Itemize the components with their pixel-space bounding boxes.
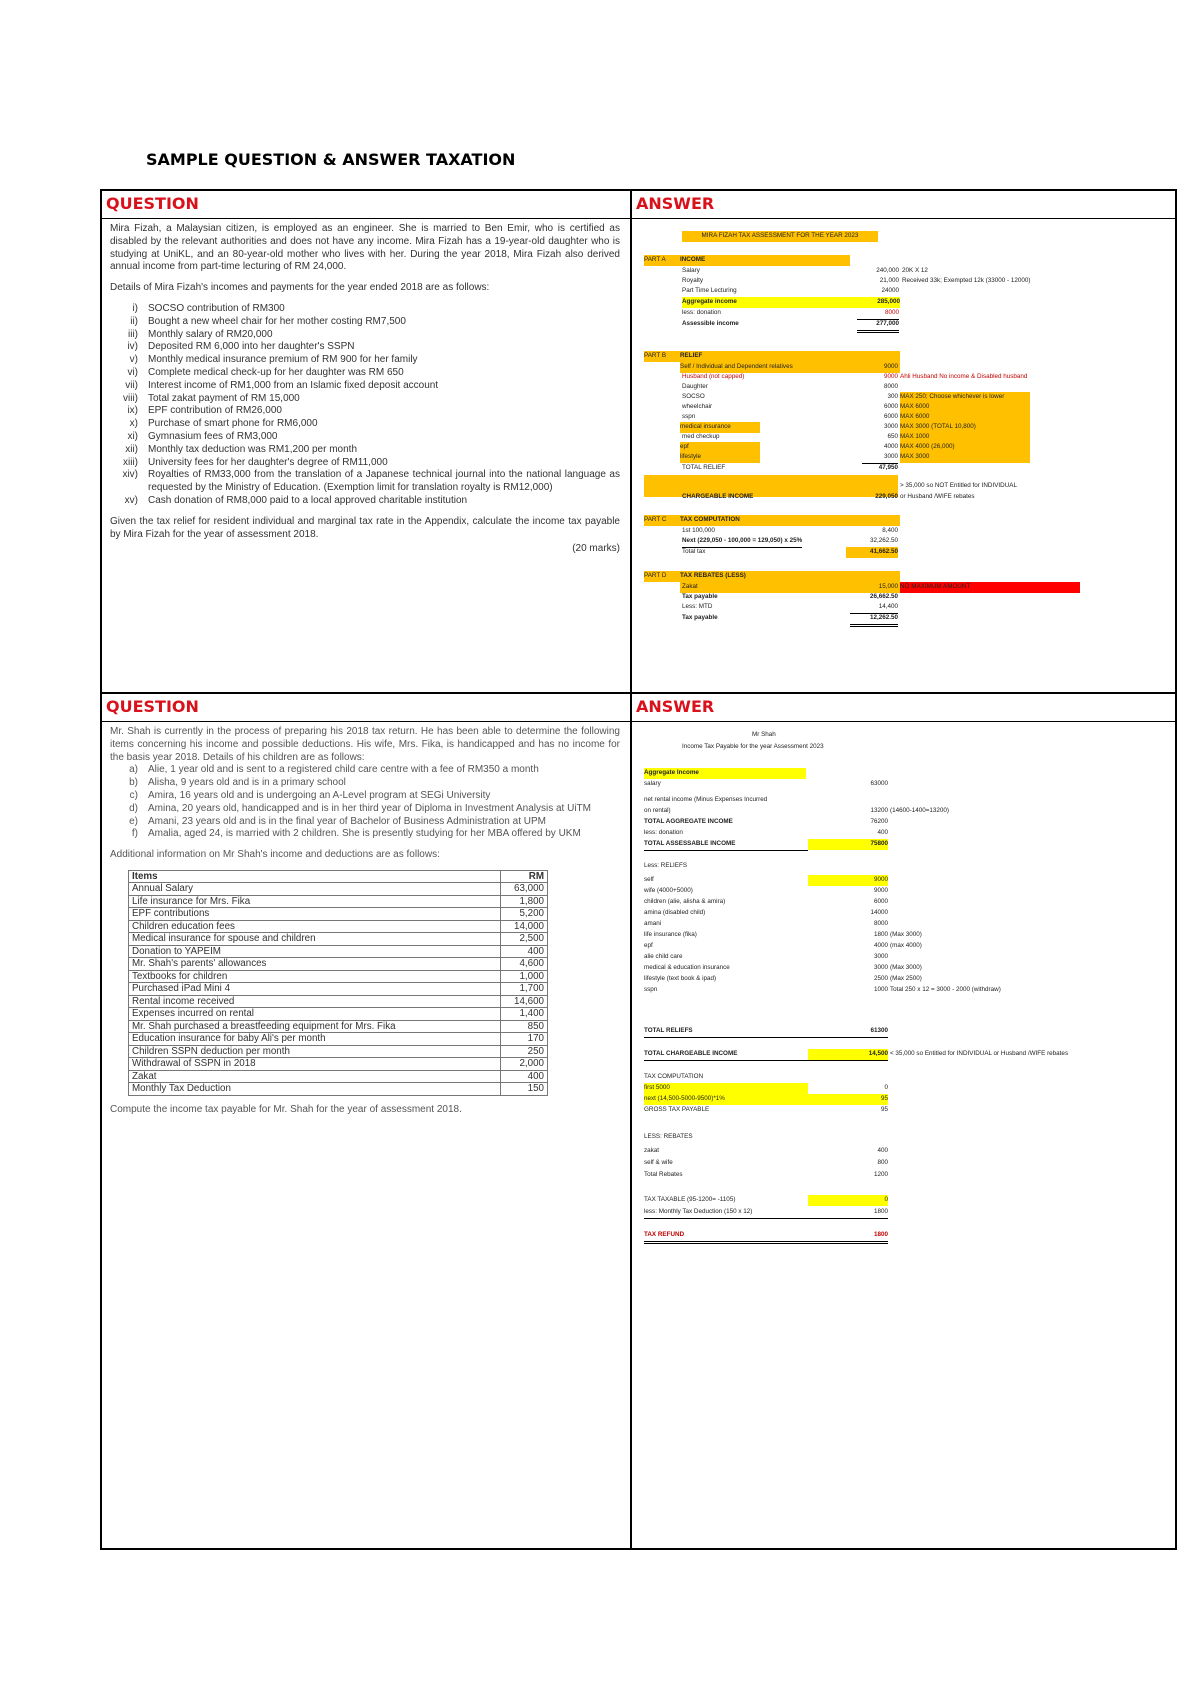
table-row: Education insurance for baby Ali's per month 170 (129, 1033, 548, 1046)
a1-note-not-entitled: > 35,000 so NOT Entitled for INDIVIDUAL (900, 482, 1017, 489)
a1-donation-value: 8000 (857, 308, 899, 320)
a1-income-label: INCOME (680, 255, 850, 266)
a1-next-band-value: 32,262.50 (850, 536, 898, 548)
a2-total-aggregate: TOTAL AGGREGATE INCOME (644, 818, 733, 825)
list-item: f) Amalia, aged 24, is married with 2 children. She is presently studying for her MBA offered by UKM (131, 828, 581, 840)
a1-relief-label: RELIEF (680, 351, 900, 362)
column-header-rm: RM (501, 870, 548, 883)
a2-life-insurance-note: (Max 3000) (890, 931, 922, 938)
question-cell-2 (102, 694, 630, 1550)
a1-relief-husband: Husband (not capped) (682, 373, 745, 380)
a2-self-wife-value: 800 (877, 1159, 888, 1166)
a2-epf: epf (644, 942, 653, 949)
a2-total-assessable-value: 75800 (808, 839, 888, 850)
a2-donation-value: 400 (850, 828, 888, 840)
a1-tax-payable: Tax payable (682, 593, 718, 600)
a2-epf-note: (max 4000) (890, 942, 922, 949)
table-row: Donation to YAPEIM 400 (129, 945, 548, 958)
a1-relief-sspn: sspn (682, 413, 696, 420)
a1-total-relief-value: 47,950 (878, 464, 898, 471)
table-row: Expenses incurred on rental 1,400 (129, 1008, 548, 1021)
a2-amani: amani (644, 920, 662, 927)
a1-relief-checkup: med checkup (682, 433, 720, 440)
a1-less-mtd: Less: MTD (682, 603, 713, 610)
list-item: ix) EPF contribution of RM26,000 (127, 405, 282, 417)
a1-aggregate-value: 285,000 (860, 297, 900, 308)
a1-relief-lifestyle: lifestyle (680, 452, 760, 463)
answer-cell-2 (632, 694, 1177, 1550)
a1-total-tax-value: 41,662.50 (846, 547, 898, 558)
a1-zakat-note: NO MAXIMUM AMOUNT (900, 582, 1080, 593)
list-item: vi) Complete medical check-up for her daughter was RM 650 (127, 366, 404, 378)
a1-tax-computation: TAX COMPUTATION (680, 515, 900, 526)
list-item: e) Amani, 23 years old and is in the final year of Bachelor of Business Administration at UPM (129, 815, 546, 827)
a1-relief-husband-value: 9000 (883, 373, 898, 380)
a2-zakat-value: 400 (877, 1147, 888, 1154)
a1-final-tax-payable-value: 12,262.50 (850, 613, 898, 627)
a2-child-care: alie child care (644, 953, 683, 960)
a2-children: children (alie, alisha & amira) (644, 898, 726, 905)
a2-first-band: first 5000 (644, 1083, 808, 1094)
table-row: Textbooks for children 1,000 (129, 970, 548, 983)
a1-less-mtd-value: 14,400 (850, 602, 898, 614)
q2-items-table (128, 870, 548, 1096)
list-item: xv) Cash donation of RM8,000 paid to a local approved charitable institution (124, 494, 468, 506)
q1-marks: (20 marks) (572, 543, 620, 555)
a1-tax-rebates: TAX REBATES (LESS) (680, 571, 900, 582)
a2-less-reliefs: Less: RELIEFS (644, 862, 688, 869)
a2-total-rebates-value: 1200 (873, 1171, 888, 1178)
a1-relief-wheelchair-value: 6000 (883, 403, 898, 410)
a2-aggregate-heading: Aggregate Income (644, 768, 806, 779)
q1-items (110, 303, 620, 508)
table-row: Life insurance for Mrs. Fika 1,800 (129, 895, 548, 908)
q2-intro: Mr. Shah is currently in the process of preparing his 2018 tax return. He has been able to determine the following items concerning his income and possible deductions. His wife, Mrs. Fika, is handicapped and has no income for the basis year 2018. Details of his children are as follows: (110, 726, 620, 763)
a2-gross-tax: GROSS TAX PAYABLE (644, 1106, 710, 1113)
a1-total-tax: Total tax (682, 548, 706, 555)
list-item: c) Amira, 16 years old and is undergoing an A-Level program at SEGi University (129, 789, 491, 801)
a1-relief-lifestyle-note: MAX 3000 (900, 452, 1030, 463)
a1-relief-socso: SOCSO (682, 393, 705, 400)
a1-royalty-value: 21,000 (879, 277, 899, 284)
a1-relief-medical: medical insurance (680, 422, 760, 433)
table-row: Annual Salary 63,000 (129, 883, 548, 896)
table-row: Withdrawal of SSPN in 2018 2,000 (129, 1058, 548, 1071)
table-row: Rental income received 14,600 (129, 995, 548, 1008)
a1-relief-medical-note: MAX 3000 (TOTAL 10,800) (900, 422, 1030, 433)
a1-relief-sspn-value: 6000 (883, 413, 898, 420)
a2-next-band-value: 95 (880, 1095, 888, 1102)
q2-children (110, 764, 620, 841)
a2-lifestyle-note: (Max 2500) (890, 975, 922, 982)
a1-next-band: Next (229,050 - 100,000 = 129,050) x 25% (682, 536, 802, 548)
a1-relief-epf-note: MAX 4000 (26,000) (900, 442, 1030, 453)
list-item: vii) Interest income of RM1,000 from an Islamic fixed deposit account (125, 379, 439, 391)
a1-part-time-value: 24000 (881, 287, 899, 294)
a1-relief-checkup-note: MAX 1000 (900, 432, 1030, 443)
list-item: ii) Bought a new wheel chair for her mother costing RM7,500 (130, 315, 406, 327)
a1-first-band: 1st 100,000 (682, 527, 715, 534)
a2-tax-taxable: TAX TAXABLE (95-1200= -1105) (644, 1196, 736, 1203)
question-1-text (110, 223, 620, 556)
a1-relief-wheelchair: wheelchair (682, 403, 713, 410)
a2-gross-tax-value: 95 (880, 1106, 888, 1113)
a2-monthly-tax: less: Monthly Tax Deduction (150 x 12) (644, 1207, 888, 1219)
q1-details: Details of Mira Fizah's incomes and payments for the year ended 2018 are as follows: (110, 282, 490, 294)
a2-epf-value: 4000 (873, 942, 888, 949)
a2-total-rebates: Total Rebates (644, 1171, 683, 1178)
a1-first-band-value: 8,400 (882, 527, 898, 534)
table-row: Zakat 400 (129, 1070, 548, 1083)
a2-first-band-value: 0 (884, 1084, 888, 1091)
a2-total-aggregate-value: 76200 (870, 818, 888, 825)
list-item: iii) Monthly salary of RM20,000 (128, 328, 273, 340)
a1-relief-epf: epf (680, 442, 760, 453)
a1-chargeable-income-value: 229,050 (875, 493, 898, 500)
list-item: xiii) University fees for her daughter's degree of RM11,000 (123, 456, 388, 468)
a1-royalty-note: Received 33k; Exempted 12k (33000 - 12000) (902, 277, 1031, 284)
column-header-items: Items (129, 870, 501, 883)
a2-title: Income Tax Payable for the year Assessment 2023 (682, 743, 824, 750)
a1-zakat-value: 15,000 (878, 583, 898, 590)
list-item: xiv) Royalties of RM33,000 from the translation of a Japanese technical journal into the national language as requested by the Ministry of Education. (Exemption limit for translation royalty is RM12,000) (122, 469, 620, 494)
a2-tax-taxable-value: 0 (808, 1195, 888, 1206)
table-row: Mr. Shah purchased a breastfeeding equipment for Mrs. Fika 850 (129, 1020, 548, 1033)
a1-relief-husband-note: Ahli Husband No income & Disabled husband (900, 373, 1028, 380)
a1-aggregate: Aggregate income (682, 297, 860, 308)
a2-next-band: next (14,500-5000-9500)*1% (644, 1094, 888, 1105)
a2-net-rental-value: 13200 (870, 807, 888, 814)
a1-relief-checkup-value: 650 (887, 433, 898, 440)
a1-assessible: Assessible income (682, 320, 739, 327)
a1-note-rebates: or Husband /WIFE rebates (900, 493, 975, 500)
list-item: d) Amina, 20 years old, handicapped and is in her third year of Diploma in Investment Analysis at UiTM (129, 802, 591, 814)
list-item: iv) Deposited RM 6,000 into her daughter's SSPN (127, 341, 355, 353)
a2-sspn-note: Total 250 x 12 = 3000 - 2000 (withdraw) (890, 986, 1001, 993)
a2-medical-education: medical & education insurance (644, 964, 730, 971)
list-item: viii) Total zakat payment of RM 15,000 (123, 392, 300, 404)
table-row: Medical insurance for spouse and children 2,500 (129, 933, 548, 946)
a1-relief-sspn-note: MAX 6000 (900, 412, 1030, 423)
a2-life-insurance: life insurance (fika) (644, 931, 697, 938)
answer-header: ANSWER (632, 694, 1177, 722)
q2-task: Compute the income tax payable for Mr. Shah for the year of assessment 2018. (110, 1103, 462, 1115)
table-row: EPF contributions 5,200 (129, 908, 548, 921)
qa-table (100, 189, 1177, 1550)
a2-total-reliefs-value: 61300 (808, 1026, 888, 1038)
a1-relief-socso-value: 300 (887, 393, 898, 400)
a1-part-b: PART B (644, 351, 680, 362)
a2-amina: amina (disabled child) (644, 909, 706, 916)
list-item: b) Alisha, 9 years old and is in a primary school (129, 777, 346, 789)
a2-salary-value: 63000 (870, 780, 888, 787)
answer-header: ANSWER (632, 191, 1177, 219)
a2-tax-refund: TAX REFUND (644, 1230, 888, 1244)
a2-monthly-tax-value: 1800 (873, 1208, 888, 1215)
a2-total-chargeable: TOTAL CHARGEABLE INCOME (644, 1049, 808, 1061)
a2-life-insurance-value: 1800 (873, 931, 888, 938)
table-row: Purchased iPad Mini 4 1,700 (129, 983, 548, 996)
a1-relief-wheelchair-note: MAX 6000 (900, 402, 1030, 413)
a1-relief-lifestyle-value: 3000 (862, 452, 898, 464)
a2-name: Mr Shah (752, 731, 776, 738)
q2-additional: Additional information on Mr Shah's income and deductions are as follows: (110, 849, 440, 861)
a1-royalty: Royalty (682, 277, 703, 284)
a1-tax-payable-value: 26,662.50 (869, 593, 898, 600)
q1-intro: Mira Fizah, a Malaysian citizen, is employed as an engineer. She is married to Ben Emir, who is certified as disabled by the relevant authorities and does not have any income. Mira Fizah has a 19-year-old daughter who is studying at UniKL, and an 80-year-old mother who lives with her. During the year 2018, Mira Fizah also derived annual income from part-time lecturing of RM 24,000. (110, 223, 620, 273)
answer-2-sheet (632, 694, 1177, 1550)
a2-wife-value: 9000 (873, 887, 888, 894)
question-header: QUESTION (102, 694, 630, 722)
a1-part-d: PART D (644, 571, 680, 582)
a1-chargeable-income: CHARGEABLE INCOME (682, 493, 754, 500)
question-cell-1 (102, 191, 630, 692)
a2-net-rental-cont: on rental) (644, 807, 671, 814)
a1-title: MIRA FIZAH TAX ASSESSMENT FOR THE YEAR 2023 (682, 231, 878, 242)
a1-salary-note: 20K X 12 (902, 267, 928, 274)
a2-medical-education-value: 3000 (873, 964, 888, 971)
question-header: QUESTION (102, 191, 630, 219)
a2-lifestyle: lifestyle (text book & ipad) (644, 975, 717, 982)
a1-zakat: Zakat (682, 583, 698, 590)
a2-children-value: 6000 (873, 898, 888, 905)
question-2-text (110, 726, 620, 1125)
a1-relief-medical-value: 3000 (883, 423, 898, 430)
a1-relief-self: Self / Individual and Dependent relatives (680, 362, 900, 373)
answer-1-sheet (632, 191, 1177, 692)
a2-tax-computation: TAX COMPUTATION (644, 1073, 704, 1080)
a2-sspn-value: 1000 (873, 986, 888, 993)
a1-part-a: PART A (644, 255, 680, 266)
a2-self: self (644, 876, 654, 883)
a2-zakat: zakat (644, 1147, 660, 1154)
a1-donation: less: donation (682, 309, 721, 316)
a2-lifestyle-value: 2500 (873, 975, 888, 982)
page-title: SAMPLE QUESTION & ANSWER TAXATION (146, 150, 516, 169)
a2-self-value: 9000 (808, 875, 888, 886)
table-header-row (129, 870, 548, 883)
a2-total-reliefs: TOTAL RELIEFS (644, 1026, 808, 1038)
a2-sspn: sspn (644, 986, 658, 993)
a2-amani-value: 8000 (873, 920, 888, 927)
a1-relief-daughter: Daughter (682, 383, 708, 390)
list-item: i) SOCSO contribution of RM300 (132, 302, 285, 314)
a2-net-rental: net rental income (Minus Expenses Incurred (644, 796, 768, 803)
list-item: x) Purchase of smart phone for RM6,000 (129, 418, 318, 430)
a2-tax-refund-value: 1800 (873, 1231, 888, 1238)
a2-medical-education-note: (Max 3000) (890, 964, 922, 971)
a1-salary-value: 240,000 (876, 267, 899, 274)
a1-relief-socso-note: MAX 250; Choose whichever is lower (900, 392, 1030, 403)
a2-chargeable-note: < 35,000 so Entitled for INDIVIDUAL or Husband /WIFE rebates (890, 1050, 1069, 1057)
a1-assessible-value: 277,000 (857, 319, 899, 333)
a2-child-care-value: 3000 (873, 953, 888, 960)
list-item: v) Monthly medical insurance premium of RM 900 for her family (129, 354, 418, 366)
q1-task: Given the tax relief for resident individual and marginal tax rate in the Appendix, calculate the income tax payable by Mira Fizah for the year of assessment 2018. (110, 515, 620, 540)
list-item: a) Alie, 1 year old and is sent to a registered child care centre with a fee of RM350 a month (129, 764, 539, 776)
a1-part-time: Part Time Lecturing (682, 286, 822, 298)
a2-total-chargeable-value: 14,500 (808, 1049, 888, 1061)
a2-donation: less: donation (644, 829, 683, 836)
a2-amina-value: 14000 (870, 909, 888, 916)
a1-part-c: PART C (644, 515, 680, 526)
a1-total-relief: TOTAL RELIEF (682, 464, 726, 471)
a1-final-tax-payable: Tax payable (682, 614, 718, 621)
table-row: Mr. Shah's parents' allowances 4,600 (129, 958, 548, 971)
answer-cell-1 (632, 191, 1177, 692)
list-item: xii) Monthly tax deduction was RM1,200 per month (125, 443, 357, 455)
a2-net-rental-note: (14600-1400=13200) (890, 807, 949, 814)
table-row: Monthly Tax Deduction 150 (129, 1083, 548, 1096)
a1-relief-daughter-value: 8000 (883, 383, 898, 390)
a1-relief-epf-value: 4000 (883, 443, 898, 450)
a2-total-assessable: TOTAL ASSESSABLE INCOME (644, 839, 808, 851)
table-row: Children education fees 14,000 (129, 920, 548, 933)
list-item: xi) Gymnasium fees of RM3,000 (127, 430, 278, 442)
a2-salary: salary (644, 780, 661, 787)
table-row: Children SSPN deduction per month 250 (129, 1045, 548, 1058)
a2-wife: wife (4000+5000) (644, 887, 693, 894)
a2-less-rebates: LESS: REBATES (644, 1133, 693, 1140)
a1-salary: Salary (682, 267, 700, 274)
a1-relief-self-value: 9000 (883, 363, 898, 370)
a2-self-wife: self & wife (644, 1159, 673, 1166)
